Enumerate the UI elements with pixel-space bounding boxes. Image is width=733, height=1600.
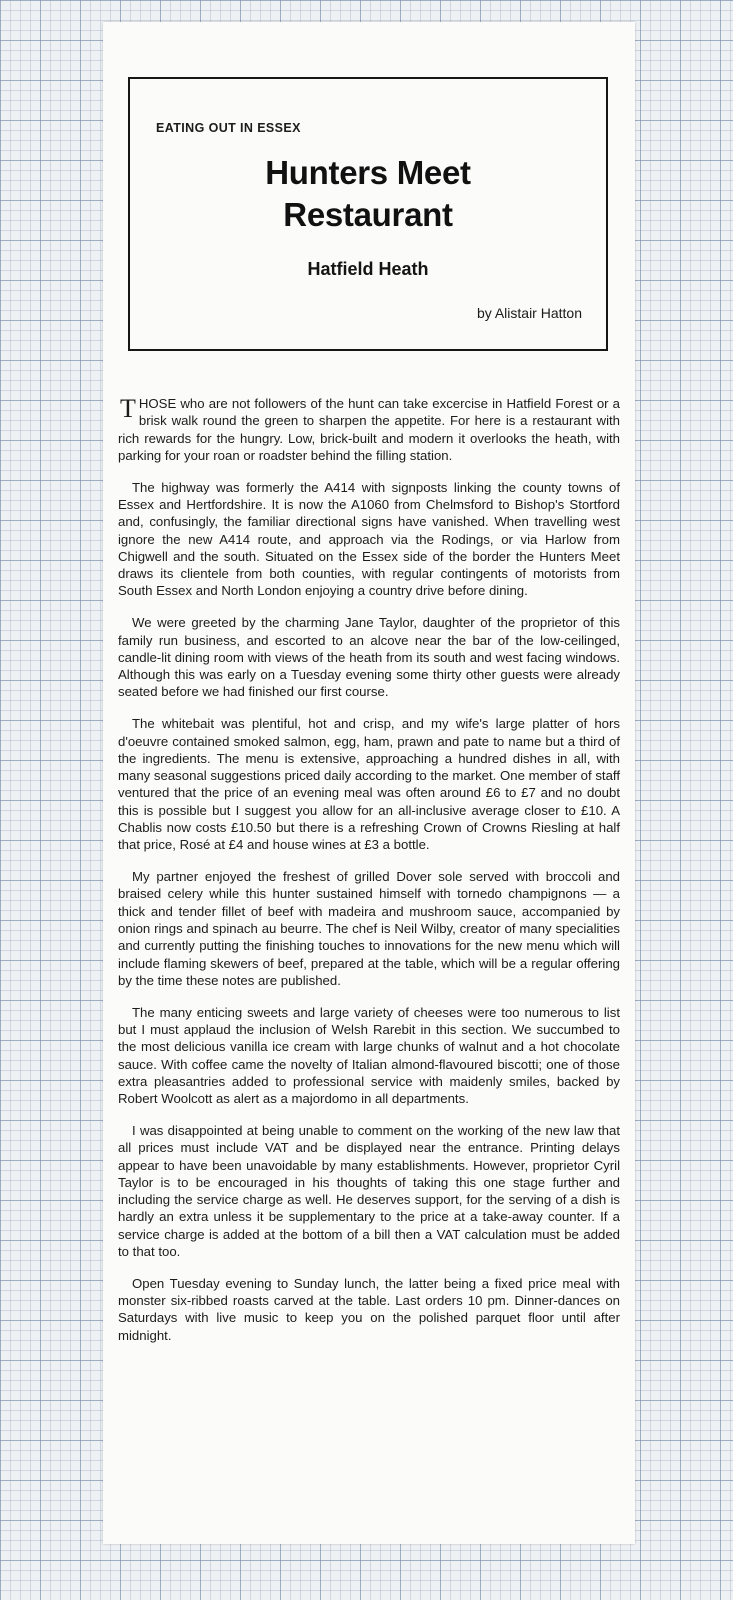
paragraph-7: I was disappointed at being unable to comment on the working of the new law that all prices must include VAT and be displayed near the entrance. Printing delays appear to have been unavoidable by many establishments. However, proprietor Cyril Taylor is to be encouraged in his thoughts of taking this one stage further and including the service charge as well. He deserves support, for the serving of a dish is hardly an extra unless it be supplementary to the price at a take-away counter. If a service charge is added at the bottom of a bill then a VAT calculation must be added to that too.	[118, 1122, 620, 1260]
article-header-box	[128, 77, 608, 351]
paragraph-1-text: HOSE who are not followers of the hunt can take excercise in Hatfield Forest or a brisk walk round the green to sharpen the appetite. For here is a restaurant with rich rewards for the hungry. Low, brick-built and modern it overlooks the heath, with parking for your roan or roadster behind the filling station.	[118, 396, 620, 463]
paragraph-1	[118, 395, 620, 464]
newspaper-clipping	[103, 22, 635, 1544]
paragraph-2: The highway was formerly the A414 with signposts linking the county towns of Essex and Hertfordshire. It is now the A1060 from Chelmsford to Bishop's Stortford and, confusingly, the familiar directional signs have vanished. When travelling west ignore the new A414 route, and approach via the Rodings, or via Harlow from Chigwell and the south. Situated on the Essex side of the border the Hunters Meet draws its clientele from both counties, with regular contingents of motorists from South Essex and North London enjoying a country drive before dining.	[118, 479, 620, 599]
paragraph-3: We were greeted by the charming Jane Taylor, daughter of the proprietor of this family run business, and escorted to an alcove near the bar of the low-ceilinged, candle-lit dining room with views of the heath from its south and west facing windows. Although this was early on a Tuesday evening some thirty other guests were already seated before we had finished our first course.	[118, 615, 620, 700]
paragraph-5: My partner enjoyed the freshest of grilled Dover sole served with broccoli and braised celery while this hunter sustained himself with tornedo champignons — a thick and tender fillet of beef with madeira and mushroom sauce, accompanied by onion rings and spinach au beurre. The chef is Neil Wilby, creator of many specialities and currently putting the finishing touches to innovations for the new menu which will include flaming skewers of beef, prepared at the table, which will be a regular offering by the time these notes are published.	[118, 869, 620, 988]
paragraph-8: Open Tuesday evening to Sunday lunch, the latter being a fixed price meal with monster six-ribbed roasts carved at the table. Last orders 10 pm. Dinner-dances on Saturdays with live music to keep you on the polished parquet floor until after midnight.	[118, 1275, 620, 1343]
byline: by Alistair Hatton	[476, 305, 582, 321]
paragraph-4: The whitebait was plentiful, hot and crisp, and my wife's large platter of hors d'oeuvre contained smoked salmon, egg, ham, prawn and pate to name but a third of the ingredients. The menu is extensive, approaching a hundred dishes in all, with many seasonal suggestions priced daily according to the market. One member of staff ventured that the price of an evening meal was often around £6 to £7 and no doubt this is possible but I suggest you allow for an all-inclusive average closer to £10. A Chablis now costs £10.50 but there is a refreshing Crown of Crowns Riesling at half that price, Rosé at £4 and house wines at £3 a bottle.	[118, 716, 620, 853]
subheadline: Hatfield Heath	[307, 259, 429, 279]
paragraph-6: The many enticing sweets and large variety of cheeses were too numerous to list but I must applaud the inclusion of Welsh Rarebit in this section. We succumbed to the most delicious vanilla ice cream with large chunks of walnut and a hot chocolate sauce. With coffee came the novelty of Italian almond-flavoured biscotti; one of those extra pleasantries added to professional service with maidenly smiles, backed by Robert Woolcott as alert as a majordomo in all departments.	[118, 1004, 620, 1107]
headline-line-2: Restaurant	[283, 196, 453, 233]
drop-cap: T	[120, 394, 136, 423]
article-body	[118, 395, 620, 1359]
section-kicker: EATING OUT IN ESSEX	[156, 121, 301, 135]
headline	[130, 152, 606, 236]
headline-line-1: Hunters Meet	[265, 154, 471, 191]
